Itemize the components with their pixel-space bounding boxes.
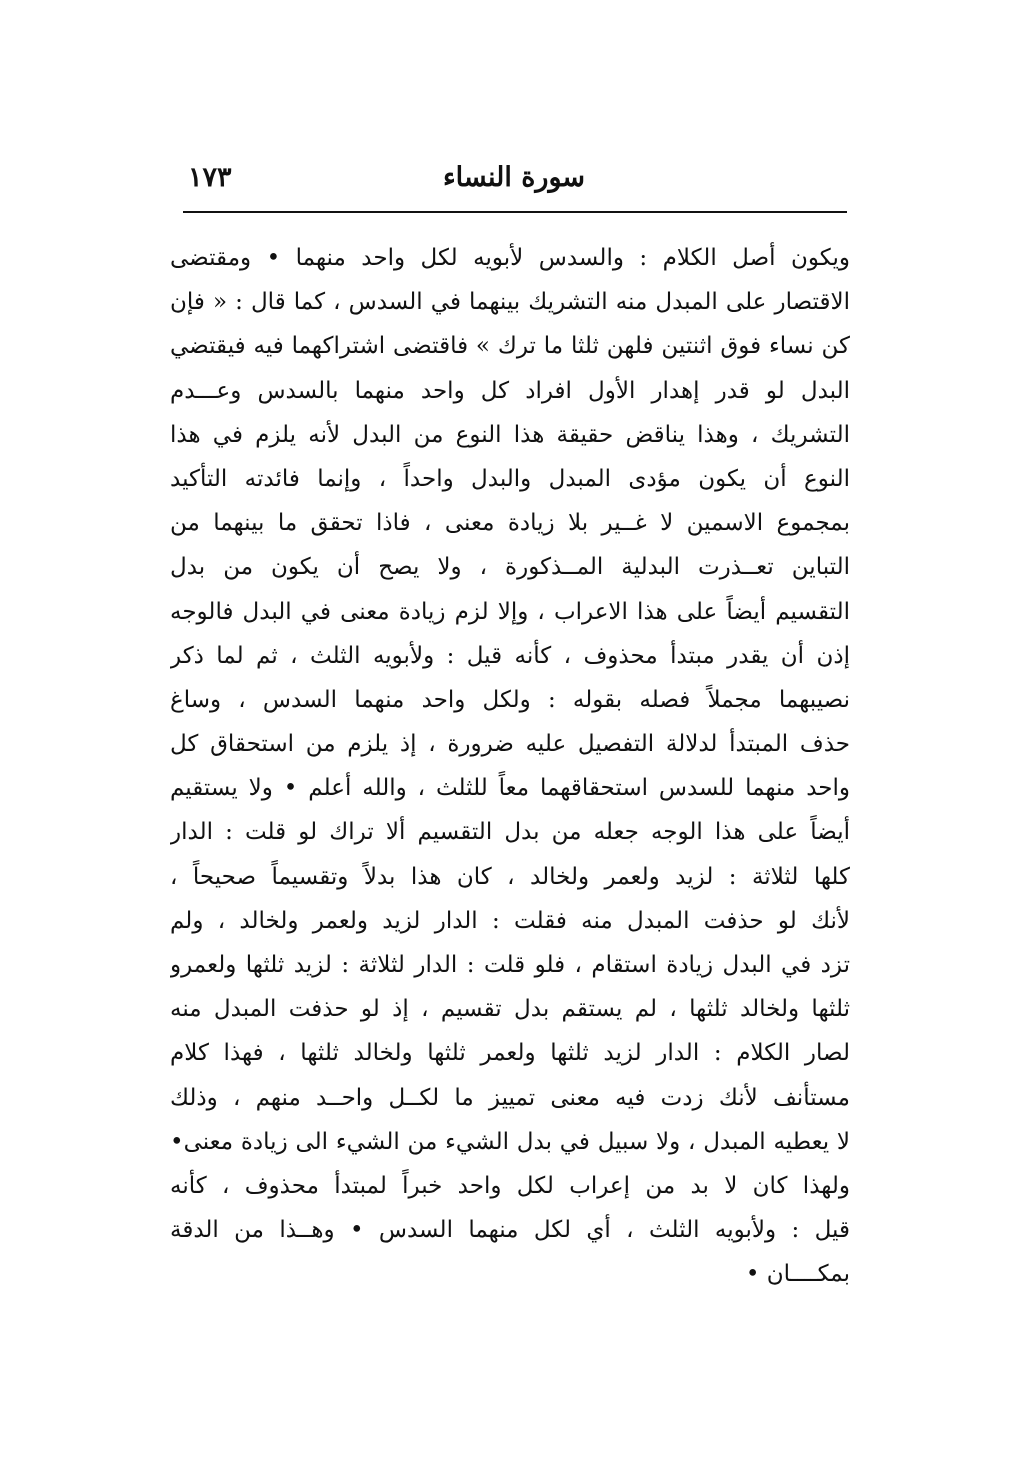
text-line: أيضاً على هذا الوجه جعله من بدل التقسيم ألا تراك لو قلت : الدار — [170, 819, 850, 846]
surah-title: سورة النساء — [442, 162, 586, 193]
text-line: التقسيم أيضاً على هذا الاعراب ، وإلا لزم زيادة معنى في البدل فالوجه — [170, 598, 850, 625]
text-line: التشريك ، وهذا يناقض حقيقة هذا النوع من البدل لأنه يلزم في هذا — [170, 421, 850, 448]
body-text — [170, 236, 850, 1297]
text-line: بمجموع الاسمين لا غــير بلا زيادة معنى ، فاذا تحقق ما بينهما من — [170, 510, 850, 537]
text-line: البدل لو قدر إهدار الأول افراد كل واحد منهما بالسدس وعـــدم — [170, 377, 850, 404]
text-line: لا يعطيه المبدل ، ولا سبيل في بدل الشيء من الشيء الى زيادة معنى• — [170, 1128, 850, 1155]
header-divider — [183, 211, 847, 213]
text-line: قيل : ولأبويه الثلث ، أي لكل منهما السدس • وهــذا من الدقة — [170, 1217, 850, 1244]
text-line: كن نساء فوق اثنتين فلهن ثلثا ما ترك » فاقتضى اشتراكهما فيه فيقتضي — [170, 333, 850, 360]
page-number: ١٧٣ — [188, 162, 232, 193]
text-line: ولهذا كان لا بد من إعراب لكل واحد خبراً لمبتدأ محذوف ، كأنه — [170, 1172, 850, 1199]
text-line: تزد في البدل زيادة استقام ، فلو قلت : الدار لثلاثة : لزيد ثلثها ولعمرو — [170, 952, 850, 978]
text-line: حذف المبتدأ لدلالة التفصيل عليه ضرورة ، إذ يلزم من استحقاق كل — [170, 731, 850, 758]
text-line: مستأنف لأنك زدت فيه معنى تمييز ما لكــل واحــد منهم ، وذلك — [170, 1084, 850, 1111]
text-line: إذن أن يقدر مبتدأ محذوف ، كأنه قيل : ولأبويه الثلث ، ثم لما ذكر — [170, 642, 850, 669]
text-line: لصار الكلام : الدار لزيد ثلثها ولعمر ثلثها ولخالد ثلثها ، فهذا كلام — [170, 1040, 850, 1067]
text-line: لأنك لو حذفت المبدل منه فقلت : الدار لزيد ولعمر ولخالد ، ولم — [170, 907, 850, 934]
text-line: كلها لثلاثة : لزيد ولعمر ولخالد ، كان هذا بدلاً وتقسيماً صحيحاً ، — [170, 863, 850, 890]
text-line: ويكون أصل الكلام : والسدس لأبويه لكل واحد منهما • ومقتضى — [170, 245, 850, 271]
text-line: النوع أن يكون مؤدى المبدل والبدل واحداً ، وإنما فائدته التأكيد — [170, 465, 850, 492]
text-line: نصيبهما مجملاً فصله بقوله : ولكل واحد منهما السدس ، وساغ — [170, 686, 850, 713]
page-header — [178, 158, 850, 198]
text-line: واحد منهما للسدس استحقاقهما معاً للثلث ، والله أعلم • ولا يستقيم — [170, 775, 850, 802]
text-line: التباين تعــذرت البدلية المــذكورة ، ولا يصح أن يكون من بدل — [170, 554, 850, 581]
text-line: الاقتصار على المبدل منه التشريك بينهما في السدس ، كما قال : « فإن — [170, 289, 850, 316]
text-line: ثلثها ولخالد ثلثها ، لم يستقم بدل تقسيم ، إذ لو حذفت المبدل منه — [170, 996, 850, 1023]
text-line: بمكــــان • — [745, 1261, 850, 1288]
